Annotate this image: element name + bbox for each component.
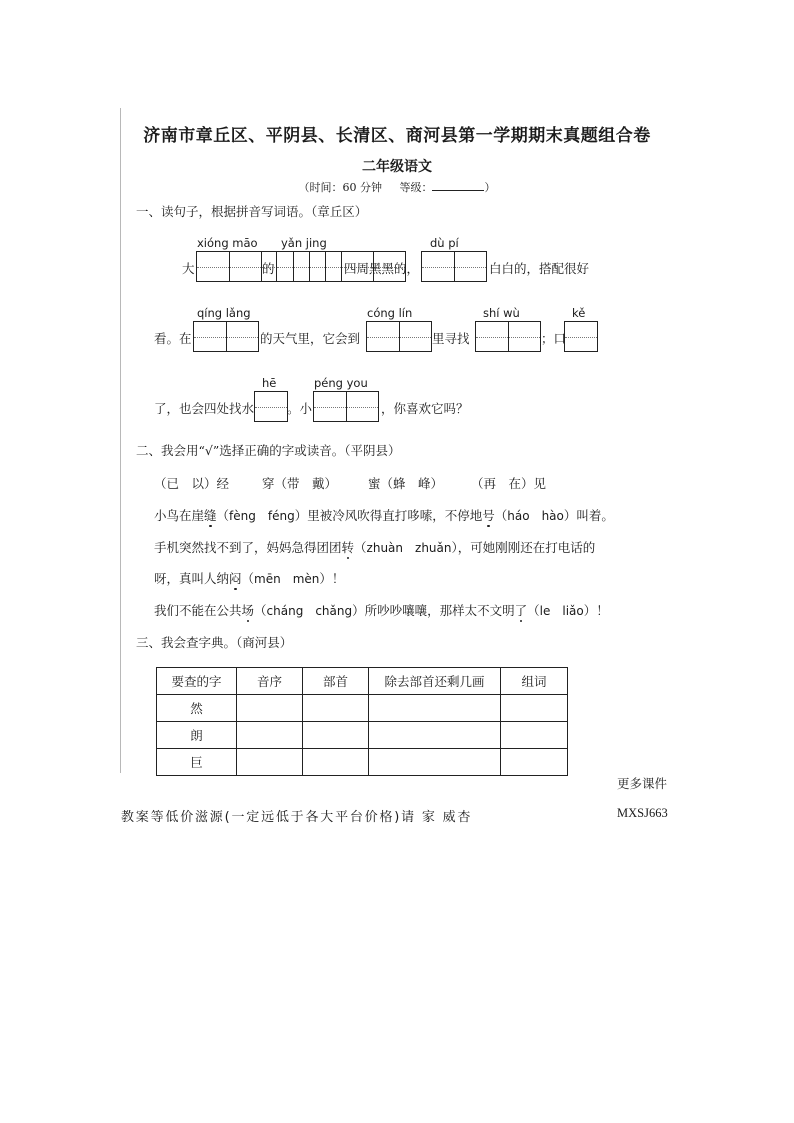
table-row (157, 722, 568, 749)
pinyin-choice[interactable]: háo hào (507, 509, 564, 523)
lookup-char: 巨 (157, 749, 237, 776)
col-header: 部首 (303, 668, 369, 695)
lookup-char: 然 (157, 695, 237, 722)
dotted-char: 转 (341, 540, 355, 555)
answer-cell[interactable] (369, 695, 501, 722)
pinyin-choice[interactable]: mēn mèn (254, 572, 320, 586)
choice-4[interactable]: （再 在）见 (471, 476, 547, 491)
sentence-4: 我们不能在公共场（cháng chǎng）所吵吵嚷嚷，那样太不文明了（le liǎo）！ (154, 603, 609, 618)
answer-cell[interactable] (501, 722, 568, 749)
writing-grid-conglin[interactable] (366, 321, 432, 352)
time-label: （时间：60 分钟 (298, 181, 382, 194)
line2-text-1: 的天气里，它会到 (260, 331, 361, 346)
writing-grid-shiwu[interactable] (475, 321, 541, 352)
promo-text: 教案等低价滋源(一定远低于各大平台价格)请 家 威杏 (121, 810, 473, 825)
writing-grid-he[interactable] (254, 391, 288, 422)
pinyin-conglin: cóng lín (367, 306, 413, 320)
table-row (157, 749, 568, 776)
answer-cell[interactable] (303, 749, 369, 776)
dotted-char: 缝 (204, 508, 217, 523)
pinyin-dupi: dù pí (430, 236, 459, 250)
line3-text-2: ，你喜欢它吗？ (381, 401, 469, 416)
pinyin-yanjing: yǎn jing (281, 236, 327, 250)
line1-text-1: 的 (262, 261, 275, 276)
answer-cell[interactable] (369, 722, 501, 749)
pinyin-he: hē (262, 376, 277, 390)
dotted-char: 号 (482, 508, 495, 523)
dictionary-table (156, 667, 568, 776)
choice-1[interactable]: （已 以）经 (154, 476, 230, 491)
writing-grid-qinglang[interactable] (193, 321, 259, 352)
line2-text-0: 看。在 (154, 331, 192, 346)
answer-cell[interactable] (303, 722, 369, 749)
pinyin-pengyou: péng you (314, 376, 368, 390)
answer-cell[interactable] (369, 749, 501, 776)
col-header: 除去部首还剩几画 (369, 668, 501, 695)
line3-text-1: 。小 (287, 401, 313, 416)
pinyin-choice[interactable]: fèng féng (229, 509, 295, 523)
lookup-char: 朗 (157, 722, 237, 749)
sentence-2: 手机突然找不到了，妈妈急得团团转（zhuàn zhuǎn），可她刚刚还在打电话的 (154, 540, 596, 555)
answer-cell[interactable] (237, 722, 303, 749)
dotted-char: 闷 (229, 571, 242, 586)
col-header: 音序 (237, 668, 303, 695)
line2-text-2: 里寻找 (432, 331, 470, 346)
pinyin-choice[interactable]: cháng chǎng (266, 604, 353, 618)
section1-heading: 一、读句子，根据拼音写词语。（章丘区） (136, 204, 368, 219)
dotted-char: 了 (514, 603, 528, 618)
time-close: ） (484, 181, 496, 194)
answer-cell[interactable] (237, 695, 303, 722)
answer-cell[interactable] (237, 749, 303, 776)
sentence-3: 呀，真叫人纳闷（mēn mèn）！ (154, 571, 345, 586)
contact-code: MXSJ663 (617, 806, 668, 820)
pinyin-shiwu: shí wù (483, 306, 520, 320)
pinyin-choice[interactable]: zhuàn zhuǎn (366, 541, 452, 555)
line1-text-2: 四周黑黑的， (344, 261, 420, 276)
answer-cell[interactable] (501, 749, 568, 776)
more-courseware-text: 更多课件 (617, 776, 668, 791)
col-header: 要查的字 (157, 668, 237, 695)
pinyin-choice[interactable]: le liǎo (539, 604, 584, 618)
col-header: 组词 (501, 668, 568, 695)
pinyin-qinglang: qíng lǎng (197, 306, 251, 320)
writing-grid-ke[interactable] (564, 321, 598, 352)
pinyin-xiongmao: xióng māo (197, 236, 258, 250)
page-subtitle: 二年级语文 (362, 159, 432, 175)
dotted-char: 场 (241, 603, 255, 618)
pinyin-ke: kě (572, 306, 586, 320)
table-row (157, 695, 568, 722)
scan-edge-line (120, 108, 121, 773)
section2-heading: 二、我会用“√”选择正确的字或读音。（平阴县） (136, 443, 401, 458)
grade-blank[interactable] (432, 179, 484, 191)
choice-3[interactable]: 蜜（蜂 峰） (368, 476, 444, 491)
table-header-row (157, 668, 568, 695)
sentence-1: 小鸟在崖缝（fèng féng）里被冷风吹得直打哆嗦，不停地号（háo hào）叫着。 (154, 508, 614, 523)
time-grade-line (0, 179, 794, 195)
section3-heading: 三、我会查字典。（商河县） (136, 635, 293, 650)
line1-text-0: 大 (182, 261, 195, 276)
page-title: 济南市章丘区、平阴县、长清区、商河县第一学期期末真题组合卷 (143, 126, 651, 146)
line3-text-0: 了，也会四处找水 (154, 401, 255, 416)
answer-cell[interactable] (501, 695, 568, 722)
grade-label: 等级： (399, 181, 433, 194)
choice-2[interactable]: 穿（带 戴） (262, 476, 338, 491)
line2-text-3: ；口 (541, 331, 567, 346)
writing-grid-dupi[interactable] (421, 251, 487, 282)
answer-cell[interactable] (303, 695, 369, 722)
writing-grid-pengyou[interactable] (313, 391, 379, 422)
line1-text-3: 白白的，搭配很好 (489, 261, 590, 276)
